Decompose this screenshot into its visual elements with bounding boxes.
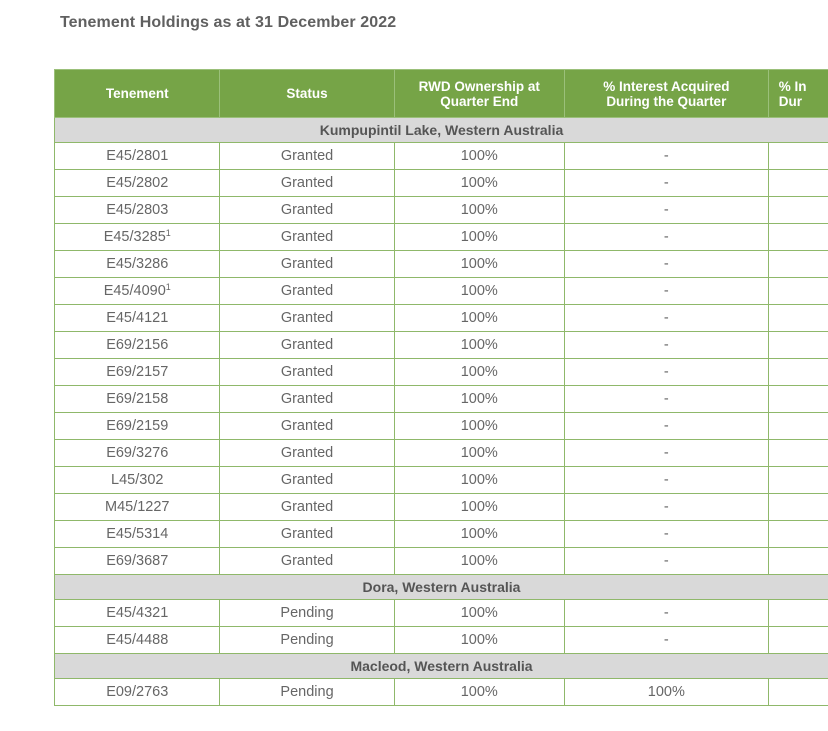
table-row (55, 224, 828, 251)
status-cell: Granted (220, 467, 394, 494)
table-header-row (55, 70, 828, 118)
header-interest-acquired-line1: % Interest Acquired (603, 78, 730, 94)
tenement-cell (55, 627, 220, 654)
interest-disposed-cell (768, 521, 828, 548)
tenement-id: E45/3286 (106, 256, 169, 272)
tenement-id: E45/4121 (106, 310, 169, 326)
tenement-id: E69/3687 (106, 553, 169, 569)
interest-acquired-cell: - (564, 359, 768, 386)
status-cell: Granted (220, 305, 394, 332)
status-cell: Granted (220, 359, 394, 386)
ownership-cell: 100% (394, 143, 564, 170)
status-cell: Granted (220, 413, 394, 440)
interest-disposed-cell (768, 467, 828, 494)
ownership-cell: 100% (394, 548, 564, 575)
interest-disposed-cell (768, 494, 828, 521)
interest-disposed-cell (768, 224, 828, 251)
interest-disposed-cell (768, 143, 828, 170)
interest-acquired-cell: - (564, 305, 768, 332)
interest-acquired-cell: 100% (564, 679, 768, 706)
interest-acquired-cell: - (564, 521, 768, 548)
status-cell: Granted (220, 548, 394, 575)
table-row (55, 627, 828, 654)
interest-disposed-cell (768, 278, 828, 305)
status-cell: Granted (220, 170, 394, 197)
interest-acquired-cell: - (564, 600, 768, 627)
interest-disposed-cell (768, 332, 828, 359)
tenement-cell (55, 143, 220, 170)
tenement-cell (55, 332, 220, 359)
interest-acquired-cell: - (564, 251, 768, 278)
header-tenement (55, 70, 220, 118)
interest-disposed-cell (768, 627, 828, 654)
ownership-cell: 100% (394, 413, 564, 440)
interest-acquired-cell: - (564, 413, 768, 440)
section-title: Dora, Western Australia (55, 575, 828, 600)
tenement-cell (55, 548, 220, 575)
tenement-id: E45/2802 (106, 175, 169, 191)
ownership-cell: 100% (394, 627, 564, 654)
interest-acquired-cell: - (564, 494, 768, 521)
table-row (55, 494, 828, 521)
table-row (55, 467, 828, 494)
section-row (55, 575, 828, 600)
table-row (55, 521, 828, 548)
tenement-table-wrapper (54, 69, 828, 706)
header-interest-disposed-line1: % In (778, 78, 807, 94)
interest-disposed-cell (768, 251, 828, 278)
interest-disposed-cell (768, 305, 828, 332)
tenement-cell (55, 305, 220, 332)
status-cell: Granted (220, 224, 394, 251)
interest-acquired-cell: - (564, 386, 768, 413)
tenement-id: L45/302 (111, 472, 164, 488)
header-rwd-ownership-line1: RWD Ownership at (418, 78, 540, 94)
tenement-id: E45/4488 (106, 632, 169, 648)
tenement-cell (55, 197, 220, 224)
footnote-marker: 1 (165, 228, 171, 238)
header-status (220, 70, 394, 118)
tenement-id: E45/2803 (106, 202, 169, 218)
ownership-cell: 100% (394, 386, 564, 413)
interest-acquired-cell: - (564, 440, 768, 467)
interest-disposed-cell (768, 170, 828, 197)
status-cell: Pending (220, 679, 394, 706)
interest-acquired-cell: - (564, 627, 768, 654)
status-cell: Pending (220, 600, 394, 627)
tenement-id: E45/2801 (106, 148, 169, 164)
status-cell: Granted (220, 521, 394, 548)
tenement-cell (55, 467, 220, 494)
section-title: Macleod, Western Australia (55, 654, 828, 679)
ownership-cell: 100% (394, 305, 564, 332)
interest-acquired-cell: - (564, 548, 768, 575)
ownership-cell: 100% (394, 170, 564, 197)
tenement-id: E69/2158 (106, 391, 169, 407)
interest-acquired-cell: - (564, 197, 768, 224)
table-row (55, 251, 828, 278)
ownership-cell: 100% (394, 197, 564, 224)
table-row (55, 600, 828, 627)
header-interest-acquired-line2: During the Quarter (606, 93, 727, 109)
header-rwd-ownership (394, 70, 564, 118)
header-interest-disposed (768, 70, 828, 118)
table-row (55, 359, 828, 386)
ownership-cell: 100% (394, 359, 564, 386)
table-row (55, 143, 828, 170)
table-row (55, 332, 828, 359)
status-cell: Granted (220, 494, 394, 521)
ownership-cell: 100% (394, 494, 564, 521)
ownership-cell: 100% (394, 278, 564, 305)
tenement-id: E45/5314 (106, 526, 169, 542)
status-cell: Pending (220, 627, 394, 654)
interest-disposed-cell (768, 197, 828, 224)
table-body (55, 118, 828, 706)
page-title: Tenement Holdings as at 31 December 2022 (60, 14, 397, 31)
status-cell: Granted (220, 440, 394, 467)
table-row (55, 197, 828, 224)
tenement-cell (55, 359, 220, 386)
ownership-cell: 100% (394, 467, 564, 494)
ownership-cell: 100% (394, 251, 564, 278)
tenement-id: M45/1227 (104, 499, 170, 515)
status-cell: Granted (220, 386, 394, 413)
tenement-cell (55, 413, 220, 440)
table-row (55, 679, 828, 706)
header-rwd-ownership-line2: Quarter End (440, 93, 519, 109)
status-cell: Granted (220, 197, 394, 224)
table-row (55, 440, 828, 467)
tenement-cell (55, 386, 220, 413)
tenement-id: E69/3276 (106, 445, 169, 461)
status-cell: Granted (220, 143, 394, 170)
ownership-cell: 100% (394, 224, 564, 251)
tenement-cell (55, 251, 220, 278)
interest-disposed-cell (768, 548, 828, 575)
status-cell: Granted (220, 251, 394, 278)
tenement-id: E69/2159 (106, 418, 169, 434)
interest-disposed-cell (768, 359, 828, 386)
table-row (55, 413, 828, 440)
header-interest-acquired (564, 70, 768, 118)
ownership-cell: 100% (394, 600, 564, 627)
ownership-cell: 100% (394, 521, 564, 548)
ownership-cell: 100% (394, 679, 564, 706)
tenement-table (54, 69, 828, 706)
tenement-cell (55, 494, 220, 521)
section-row (55, 654, 828, 679)
header-interest-disposed-line2: Dur (778, 93, 802, 109)
footnote-marker: 1 (165, 282, 171, 292)
status-cell: Granted (220, 278, 394, 305)
interest-acquired-cell: - (564, 143, 768, 170)
ownership-cell: 100% (394, 332, 564, 359)
interest-disposed-cell (768, 600, 828, 627)
tenement-cell (55, 440, 220, 467)
table-row (55, 386, 828, 413)
header-tenement-label: Tenement (105, 86, 169, 101)
interest-acquired-cell: - (564, 224, 768, 251)
tenement-id: E69/2157 (106, 364, 169, 380)
tenement-cell (55, 521, 220, 548)
interest-acquired-cell: - (564, 170, 768, 197)
tenement-cell (55, 600, 220, 627)
table-row (55, 170, 828, 197)
tenement-id: E69/2156 (106, 337, 169, 353)
interest-disposed-cell (768, 440, 828, 467)
interest-acquired-cell: - (564, 278, 768, 305)
interest-disposed-cell (768, 413, 828, 440)
tenement-id: E45/3285 (103, 229, 166, 245)
status-cell: Granted (220, 332, 394, 359)
tenement-id: E45/4090 (103, 283, 166, 299)
section-row (55, 118, 828, 143)
interest-acquired-cell: - (564, 467, 768, 494)
interest-disposed-cell (768, 386, 828, 413)
table-row (55, 305, 828, 332)
table-row (55, 278, 828, 305)
interest-disposed-cell (768, 679, 828, 706)
tenement-id: E45/4321 (106, 605, 169, 621)
table-row (55, 548, 828, 575)
tenement-cell (55, 224, 220, 251)
ownership-cell: 100% (394, 440, 564, 467)
tenement-cell (55, 170, 220, 197)
interest-acquired-cell: - (564, 332, 768, 359)
tenement-id: E09/2763 (106, 684, 169, 700)
tenement-cell (55, 679, 220, 706)
tenement-cell (55, 278, 220, 305)
section-title: Kumpupintil Lake, Western Australia (55, 118, 828, 143)
header-status-label: Status (286, 86, 328, 101)
